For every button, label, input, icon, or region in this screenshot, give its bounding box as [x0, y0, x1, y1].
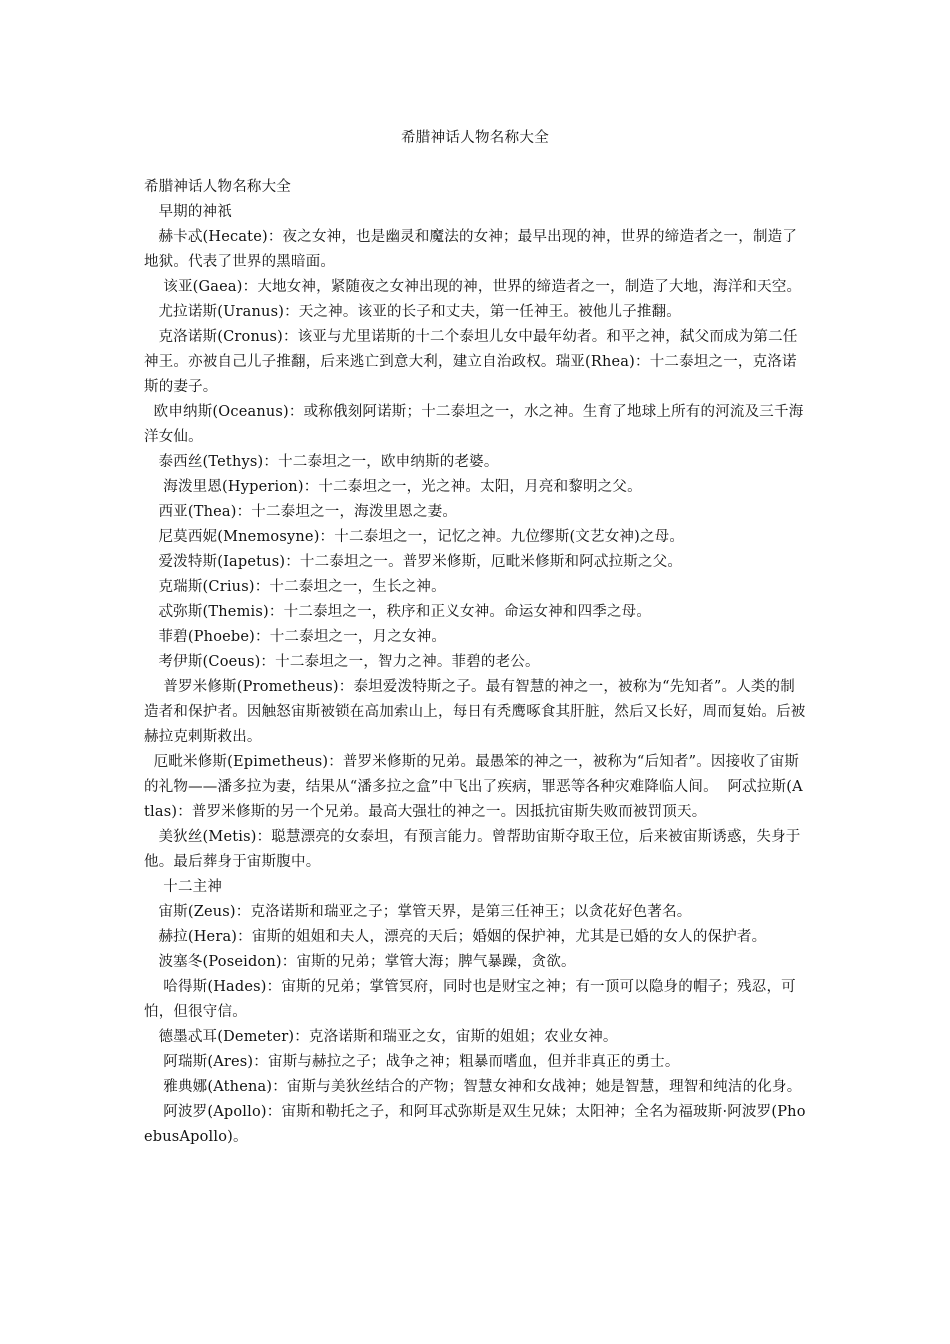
- paragraph: 克洛诺斯(Cronus)：该亚与尤里诺斯的十二个泰坦儿女中最年幼者。和平之神，弑父而成为第二任神王。亦被自己儿子推翻，后来逃亡到意大利，建立自治政权。瑞亚(Rhea)：十二泰坦之一，克洛诺斯的妻子。: [144, 329, 798, 395]
- paragraph: 尤拉诺斯(Uranus)：天之神。该亚的长子和丈夫，第一任神王。被他儿子推翻。: [144, 304, 681, 320]
- paragraph: 美狄丝(Metis)：聪慧漂亮的女泰坦，有预言能力。曾帮助宙斯夺取王位，后来被宙斯诱惑，失身于他。最后葬身于宙斯腹中。: [144, 829, 801, 870]
- paragraph: 西亚(Thea)：十二泰坦之一，海泼里恩之妻。: [144, 504, 458, 520]
- paragraph: 宙斯(Zeus)：克洛诺斯和瑞亚之子；掌管天界，是第三任神王；以贪花好色著名。: [144, 904, 692, 920]
- paragraph: 赫拉(Hera)：宙斯的姐姐和夫人，漂亮的天后；婚姻的保护神，尤其是已婚的女人的保护者。: [144, 929, 767, 945]
- paragraph: 希腊神话人物名称大全: [144, 179, 291, 195]
- paragraph: 德墨忒耳(Demeter)：克洛诺斯和瑞亚之女，宙斯的姐姐；农业女神。: [144, 1029, 618, 1045]
- paragraph: 赫卡忒(Hecate)：夜之女神，也是幽灵和魔法的女神；最早出现的神，世界的缔造者之一，制造了地狱。代表了世界的黑暗面。: [144, 229, 798, 270]
- paragraph: 爱泼特斯(Iapetus)：十二泰坦之一。普罗米修斯，厄毗米修斯和阿忒拉斯之父。: [144, 554, 683, 570]
- paragraph: 克瑞斯(Crius)：十二泰坦之一，生长之神。: [144, 579, 446, 595]
- paragraph: 十二主神: [144, 879, 223, 895]
- paragraph: 考伊斯(Coeus)：十二泰坦之一，智力之神。菲碧的老公。: [144, 654, 540, 670]
- paragraph: 菲碧(Phoebe)：十二泰坦之一，月之女神。: [144, 629, 447, 645]
- paragraph: 尼莫西妮(Mnemosyne)：十二泰坦之一，记忆之神。九位缪斯(文艺女神)之母。: [144, 529, 685, 545]
- paragraph: 该亚(Gaea)：大地女神，紧随夜之女神出现的神，世界的缔造者之一，制造了大地，海洋和天空。: [144, 279, 802, 295]
- document-body: [144, 175, 808, 1150]
- paragraph: 雅典娜(Athena)：宙斯与美狄丝结合的产物；智慧女神和女战神；她是智慧，理智和纯洁的化身。: [144, 1079, 802, 1095]
- paragraph: 忒弥斯(Themis)：十二泰坦之一，秩序和正义女神。命运女神和四季之母。: [144, 604, 652, 620]
- paragraph: 泰西丝(Tethys)：十二泰坦之一，欧申纳斯的老婆。: [144, 454, 499, 470]
- paragraph: 普罗米修斯(Prometheus)：泰坦爱泼特斯之子。最有智慧的神之一，被称为“先知者”。人类的制造者和保护者。因触怒宙斯被锁在高加索山上，每日有秃鹰啄食其肝脏，然后又长好，周而复始。后被赫拉克剌斯救出。: [144, 679, 806, 745]
- paragraph: 哈得斯(Hades)：宙斯的兄弟；掌管冥府，同时也是财宝之神；有一顶可以隐身的帽子；残忍，可怕，但很守信。: [144, 979, 796, 1020]
- paragraph: 波塞冬(Poseidon)：宙斯的兄弟；掌管大海；脾气暴躁，贪欲。: [144, 954, 576, 970]
- paragraph: 厄毗米修斯(Epimetheus)：普罗米修斯的兄弟。最愚笨的神之一，被称为“后知者”。因接收了宙斯的礼物——潘多拉为妻，结果从“潘多拉之盒”中飞出了疾病，罪恶等各种灾难降临人间。 阿忒拉斯(Atlas)：普罗米修斯的另一个兄弟。最高大强壮的神之一。因抵抗宙斯失败而被罚顶天。: [144, 754, 803, 820]
- paragraph: 欧申纳斯(Oceanus)：或称俄刻阿诺斯；十二泰坦之一，水之神。生育了地球上所有的河流及三千海洋女仙。: [144, 404, 804, 445]
- paragraph: 早期的神祇: [144, 204, 232, 220]
- paragraph: 海泼里恩(Hyperion)：十二泰坦之一，光之神。太阳，月亮和黎明之父。: [144, 479, 642, 495]
- paragraph: 阿瑞斯(Ares)：宙斯与赫拉之子；战争之神；粗暴而嗜血，但并非真正的勇士。: [144, 1054, 680, 1070]
- paragraph: 阿波罗(Apollo)：宙斯和勒托之子，和阿耳忒弥斯是双生兄妹；太阳神；全名为福玻斯·阿波罗(PhoebusApollo)。: [144, 1104, 806, 1145]
- document-title: 希腊神话人物名称大全: [401, 130, 549, 146]
